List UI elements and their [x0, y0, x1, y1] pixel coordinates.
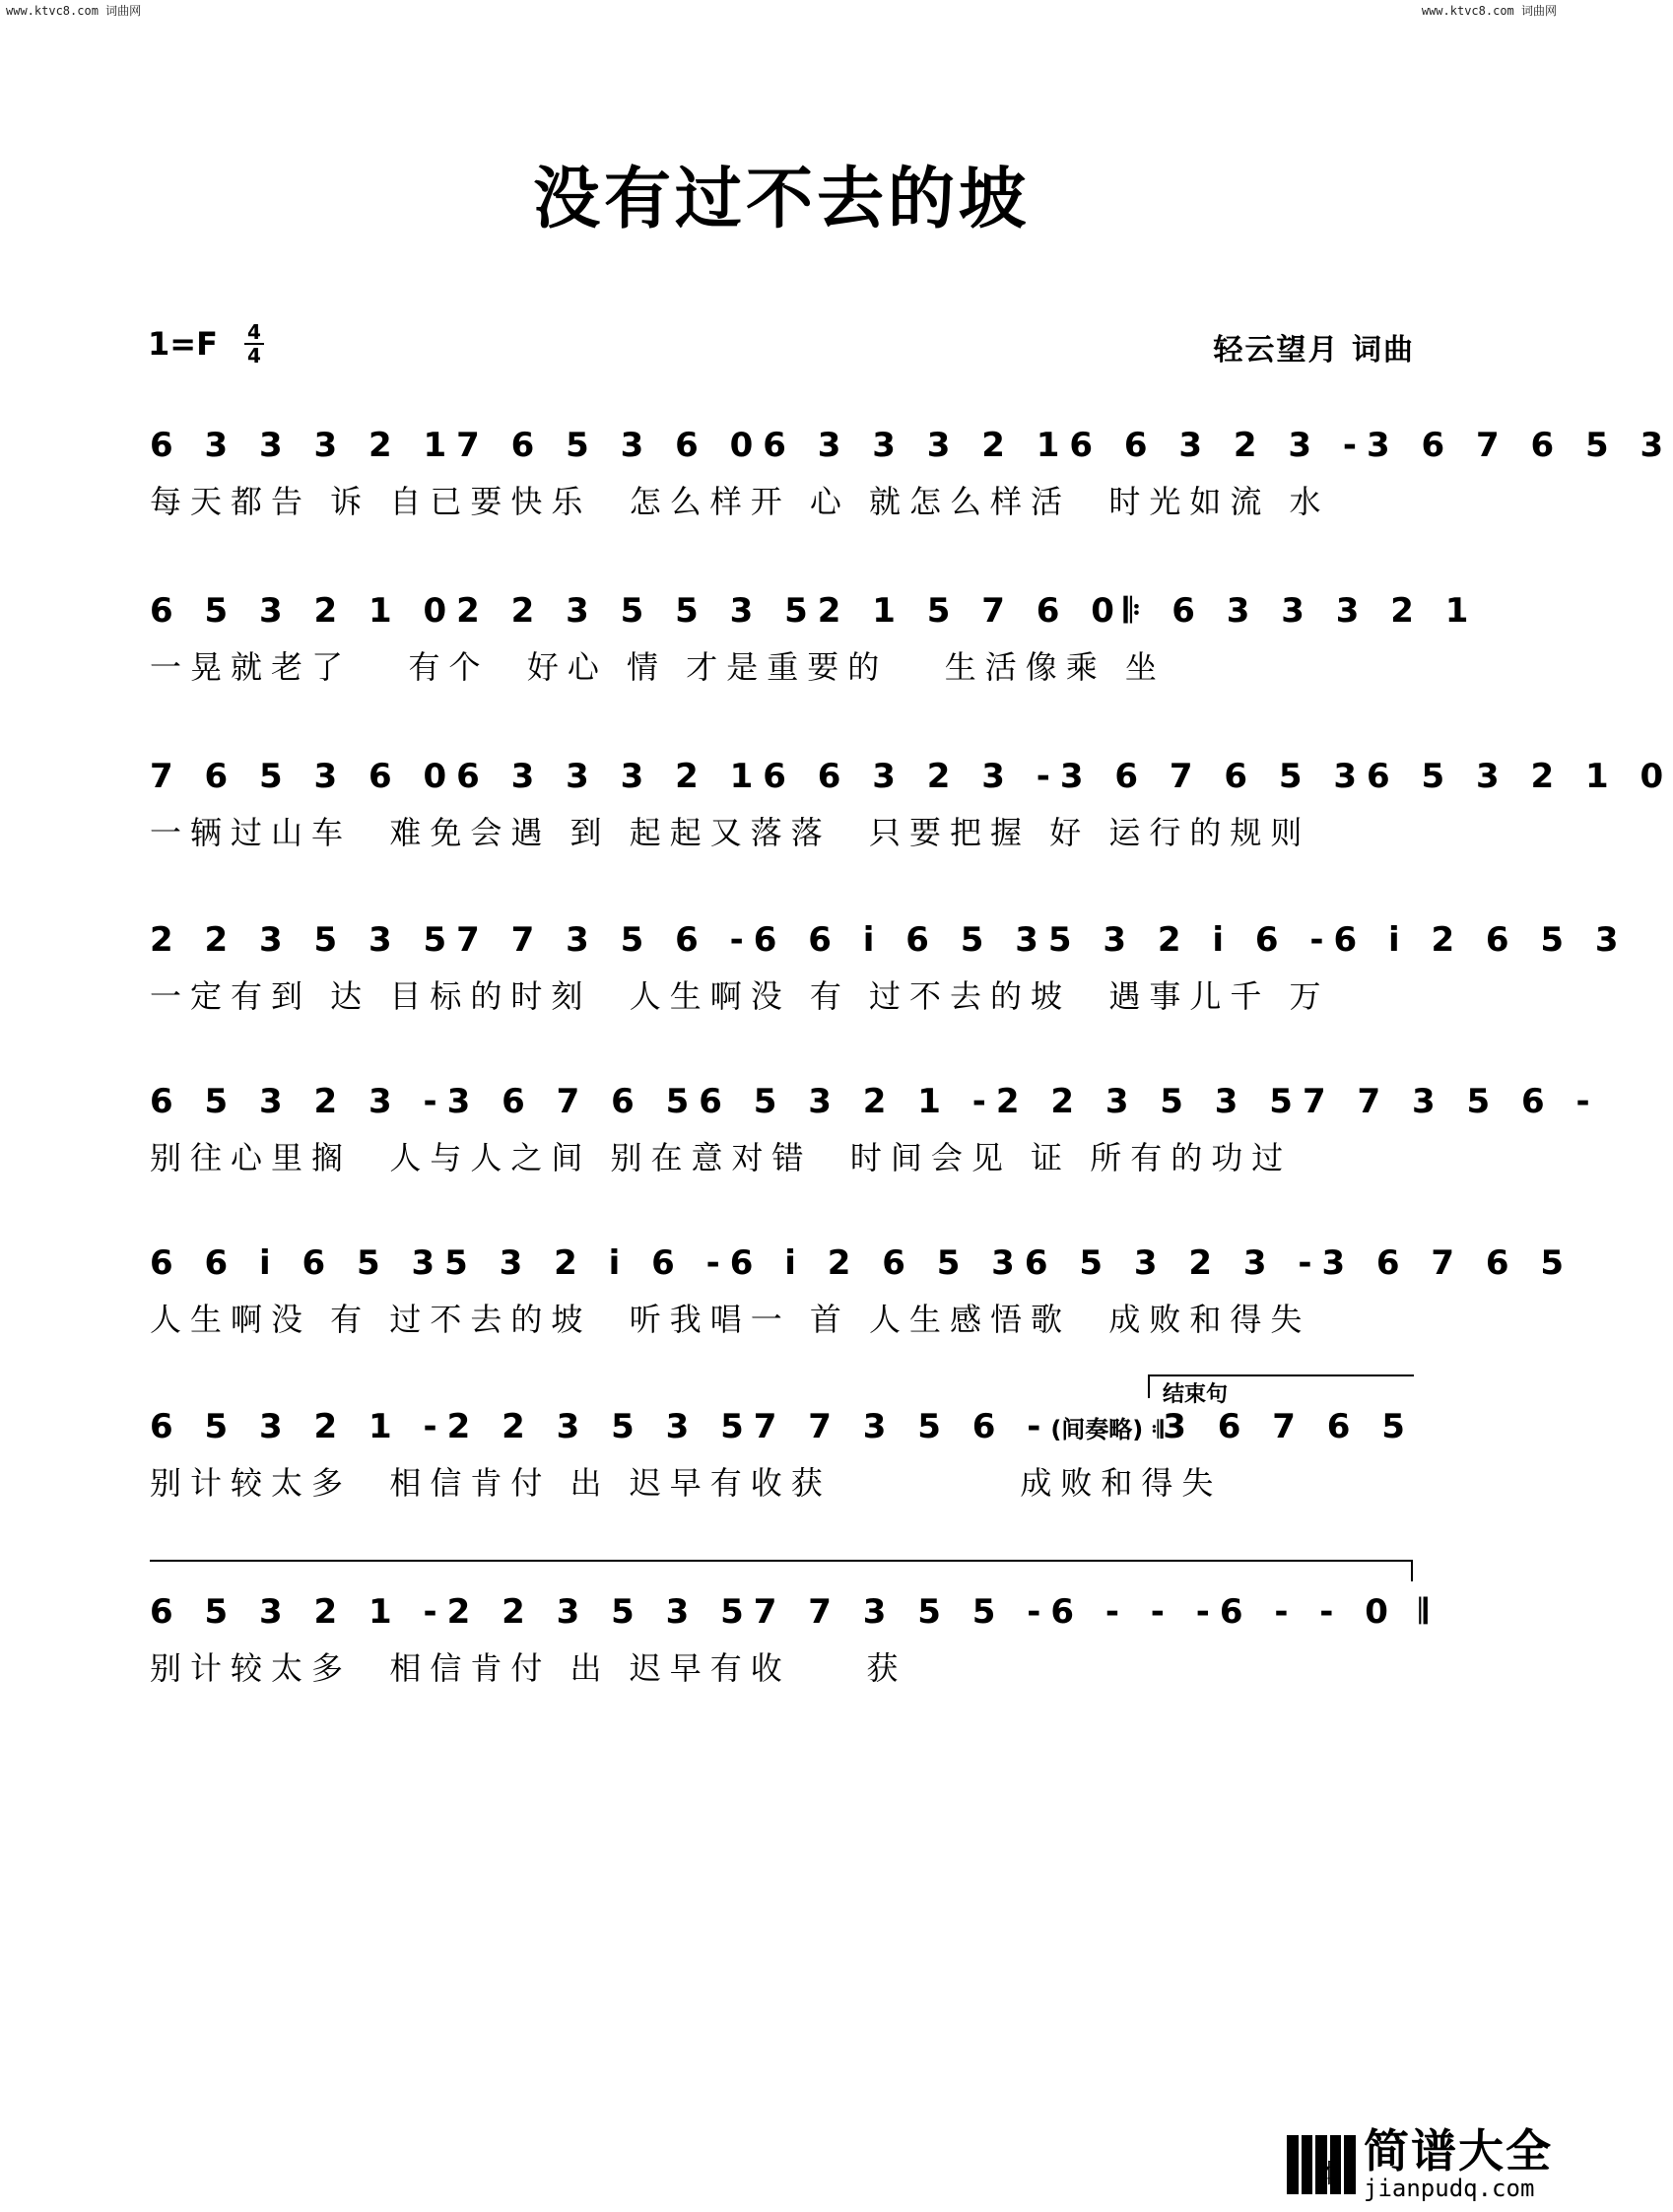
measure: 2 2 3 5 3 5: [446, 1407, 754, 1446]
score-system-7: [150, 1395, 1413, 1504]
measure: 7 7 3 5 6 -: [753, 1407, 1051, 1446]
measure: 7 6 5 3 6 0: [456, 426, 764, 465]
key-signature: 1=F: [148, 325, 218, 363]
measure: 6 5 3 2 1 0: [1367, 757, 1673, 796]
ending-line-edge: [1411, 1560, 1413, 1581]
interlude-marker: (间奏略) 𝄇: [1050, 1415, 1164, 1443]
measure: 6 5 3 2 3 -: [1024, 1243, 1322, 1283]
lyrics-line: 一辆过山车 难免会遇 到 起起又落落 只要把握 好 运行的规则: [150, 814, 1311, 851]
measure: 6 5 3 2 1 -: [150, 1407, 447, 1446]
lyrics-line: 每天都告 诉 自已要快乐 怎么样开 心 就怎么样活 时光如流 水: [150, 483, 1330, 520]
notes-row: [150, 908, 1629, 972]
lyrics-line: 别计较太多 相信肯付 出 迟早有收获 成败和得失: [150, 1464, 1223, 1502]
score-system-1: [150, 414, 1673, 522]
score-system-3: [150, 745, 1673, 853]
measure: 2 2 3 5 3 5: [995, 1082, 1303, 1121]
lyrics-line: 别计较太多 相信肯付 出 迟早有收 获: [150, 1649, 907, 1687]
measure: 6 - - 0 𝄂: [1219, 1592, 1438, 1632]
measure: 3 6 7 6 5 3: [1059, 757, 1368, 796]
measure: 6 6 i 6 5 3: [753, 920, 1048, 960]
time-signature: [244, 321, 264, 367]
score-system-8: [150, 1580, 1438, 1689]
measure: 6 3 3 3 2 1: [150, 426, 457, 465]
piano-icon: [1287, 2135, 1356, 2194]
lyrics-line: 人生啊没 有 过不去的坡 听我唱一 首 人生感悟歌 成败和得失: [150, 1301, 1311, 1338]
ending-bracket: [1148, 1374, 1414, 1376]
lyrics-line: 一定有到 达 目标的时刻 人生啊没 有 过不去的坡 遇事儿千 万: [150, 977, 1330, 1015]
measure: 2 2 3 5 3 5: [150, 920, 457, 960]
notes-row: [150, 1070, 1600, 1133]
measure: 6 i 2 6 5 3: [1333, 920, 1629, 960]
logo-url: jianpudq.com: [1364, 2175, 1535, 2202]
notes-row: [150, 579, 1479, 642]
measure: 6 3 3 3 2 1: [763, 426, 1070, 465]
time-signature-bottom: 4: [247, 344, 261, 368]
score-system-2: [150, 579, 1479, 688]
measure: 6 5 3 2 1 -: [150, 1592, 447, 1632]
measure: 6 - - -: [1050, 1592, 1220, 1632]
measure: 3 6 7 6 5: [1321, 1243, 1574, 1283]
song-title: 没有过不去的坡: [532, 160, 1030, 238]
notes-row: [150, 414, 1673, 477]
time-signature-top: 4: [247, 320, 261, 344]
measure: 5 3 2 i 6 -: [444, 1243, 730, 1283]
measure: 6 6 3 2 3 -: [1069, 426, 1368, 465]
measure: 2 2 3 5 5 3 5: [456, 591, 818, 631]
lyrics-line: 别往心里搁 人与人之间 别在意对错 时间会见 证 所有的功过: [150, 1139, 1293, 1176]
measure: 3 6 7 6 5 3: [1367, 426, 1673, 465]
notes-row: [150, 745, 1673, 808]
measure: 7 6 5 3 6 0: [150, 757, 457, 796]
measure: 5 3 2 i 6 -: [1047, 920, 1334, 960]
measure: 2 1 5 7 6 0: [817, 591, 1124, 631]
measure: 6 i 2 6 5 3: [729, 1243, 1025, 1283]
measure: 6 5 3 2 3 -: [150, 1082, 447, 1121]
author-credit: 轻云望月 词曲: [1213, 333, 1415, 368]
measure: 7 7 3 5 5 -: [753, 1592, 1051, 1632]
ending-line: [150, 1560, 1413, 1562]
measure: 6 3 3 3 2 1: [456, 757, 764, 796]
measure: 3 6 7 6 5: [446, 1082, 700, 1121]
measure: 3 6 7 6 5: [1163, 1407, 1415, 1446]
site-logo: [1287, 2124, 1553, 2202]
ending-label: 结束句: [1163, 1382, 1229, 1407]
measure: 𝄆 6 3 3 3 2 1: [1123, 591, 1479, 631]
measure: 6 5 3 2 1 -: [699, 1082, 996, 1121]
notes-row: [150, 1395, 1413, 1458]
measure: 7 7 3 5 6 -: [1302, 1082, 1600, 1121]
measure: 6 6 3 2 3 -: [763, 757, 1060, 796]
measure: 2 2 3 5 3 5: [446, 1592, 754, 1632]
watermark-right: www.ktvc8.com 词曲网: [1421, 4, 1557, 18]
score-system-6: [150, 1232, 1574, 1340]
score-system-5: [150, 1070, 1600, 1178]
watermark-left: www.ktvc8.com 词曲网: [6, 4, 142, 18]
score-system-4: [150, 908, 1629, 1017]
logo-name: 简谱大全: [1364, 2124, 1553, 2178]
lyrics-line: 一晃就老了 有个 好心 情 才是重要的 生活像乘 坐: [150, 648, 1166, 686]
measure: 7 7 3 5 6 -: [456, 920, 754, 960]
notes-row: [150, 1580, 1438, 1643]
notes-row: [150, 1232, 1574, 1295]
measure: 6 5 3 2 1 0: [150, 591, 457, 631]
measure: 6 6 i 6 5 3: [150, 1243, 445, 1283]
